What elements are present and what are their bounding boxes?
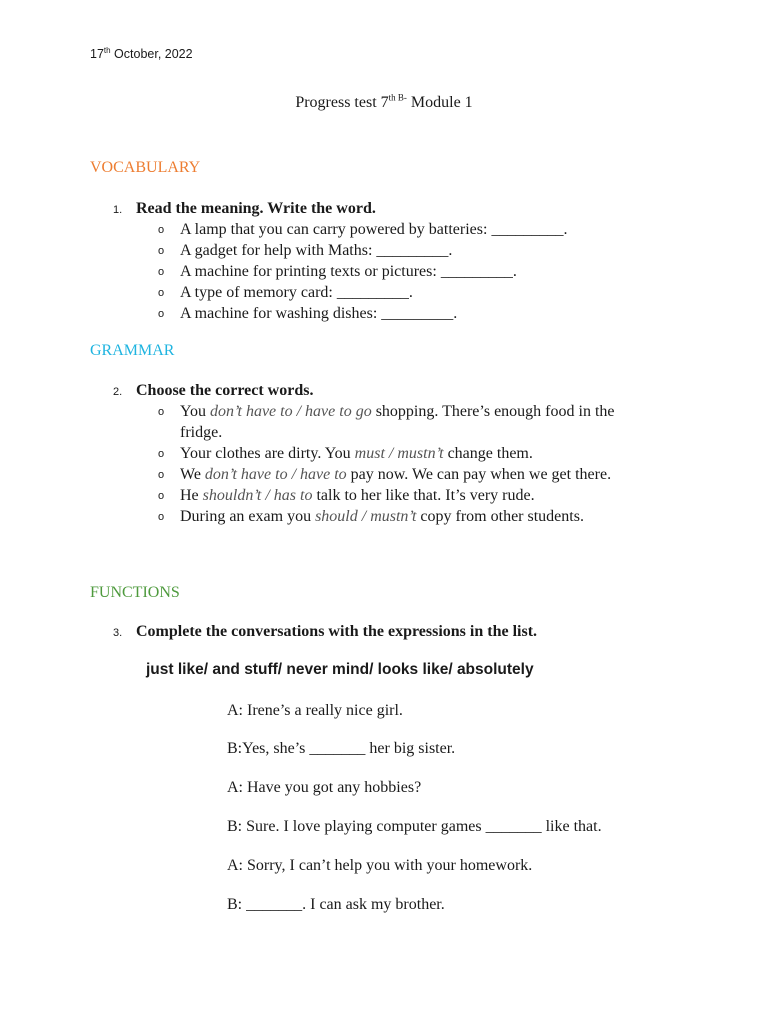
conversation-line: B: Sure. I love playing computer games _______ like that.	[227, 818, 602, 835]
conversation-line: A: Sorry, I can’t help you with your homework.	[227, 857, 533, 874]
page-title: Progress test $7^{th B-}$ Module 1	[295, 92, 473, 111]
bullet-icon: o	[158, 448, 165, 460]
conversation-line: B:Yes, she’s _______ her big sister.	[227, 740, 456, 757]
bullet-icon: o	[158, 406, 165, 418]
question-number-1: 1.	[113, 204, 123, 216]
bullet-icon: o	[158, 266, 165, 278]
bullet-icon: o	[158, 490, 165, 502]
section-heading-grammar: GRAMMAR	[90, 342, 175, 359]
bullet-icon: o	[158, 511, 165, 523]
conversation-line: A: Have you got any hobbies?	[227, 779, 422, 796]
question-number-3: 3.	[113, 627, 123, 639]
bullet-icon: o	[158, 245, 165, 257]
section-heading-vocabulary: VOCABULARY	[90, 159, 201, 176]
bullet-icon: o	[158, 308, 165, 320]
question-instruction-3: Complete the conversations with the expressions in the list.	[136, 623, 538, 640]
bullet-icon: o	[158, 469, 165, 481]
bullet-icon: o	[158, 224, 165, 236]
expression-list: just like/ and stuff/ never mind/ looks like/ absolutely	[146, 661, 534, 678]
section-heading-functions: FUNCTIONS	[90, 584, 180, 601]
conversation-line: A: Irene’s a really nice girl.	[227, 702, 403, 719]
date: 17th October, 2022	[90, 45, 193, 61]
bullet-icon: o	[158, 287, 165, 299]
question-instruction-1: Read the meaning. Write the word.	[136, 200, 376, 217]
conversation-line: B: _______. I can ask my brother.	[227, 896, 445, 913]
question-instruction-2: Choose the correct words.	[136, 382, 314, 399]
question-number-2: 2.	[113, 386, 123, 398]
